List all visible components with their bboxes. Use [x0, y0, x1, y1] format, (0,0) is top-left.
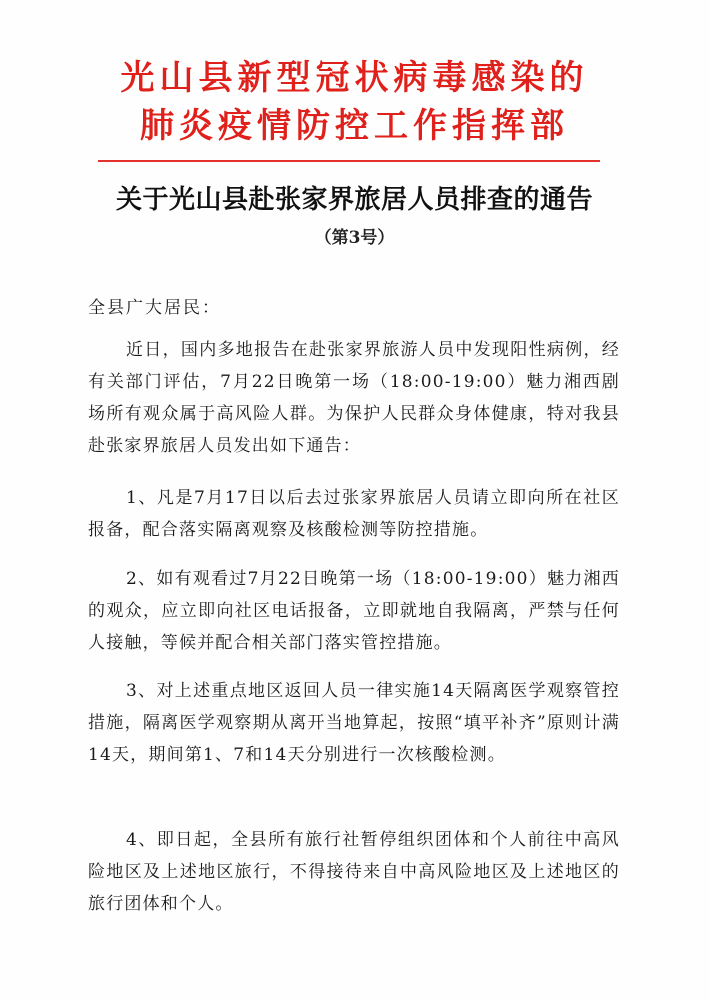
- notice-title: 关于光山县赴张家界旅居人员排查的通告: [115, 185, 593, 215]
- paragraph-item-4: 4、即日起，全县所有旅行社暂停组织团体和个人前往中高风险地区及上述地区旅行，不得接待来自中高风险地区及上述地区的旅行团体和个人。: [88, 830, 620, 914]
- red-separator-line: [98, 160, 600, 162]
- issuing-authority-line-1: 光山县新型冠状病毒感染的: [120, 58, 589, 98]
- paragraph-item-1: 1、凡是7月17日以后去过张家界旅居人员请立即向所在社区报备，配合落实隔离观察及核酸检测等防控措施。: [88, 488, 620, 540]
- paragraph-item-3: 3、对上述重点地区返回人员一律实施14天隔离医学观察管控措施，隔离医学观察期从离开当地算起，按照“填平补齐”原则计满14天，期间第1、7和14天分别进行一次核酸检测。: [88, 681, 620, 765]
- greeting: 全县广大居民：: [88, 298, 221, 318]
- issuing-authority-line-2: 肺炎疫情防控工作指挥部: [140, 106, 569, 146]
- notice-number: （第3号）: [314, 228, 395, 248]
- paragraph-item-2: 2、如有观看过7月22日晚第一场（18:00-19:00）魅力湘西的观众，应立即向社区电话报备，立即就地自我隔离，严禁与任何人接触，等候并配合相关部门落实管控措施。: [88, 569, 620, 653]
- paragraph-intro: 近日，国内多地报告在赴张家界旅游人员中发现阳性病例，经有关部门评估，7月22日晚第一场（18:00-19:00）魅力湘西剧场所有观众属于高风险人群。为保护人民群众身体健康，特对我县赴张家界旅居人员发出如下通告：: [88, 340, 620, 456]
